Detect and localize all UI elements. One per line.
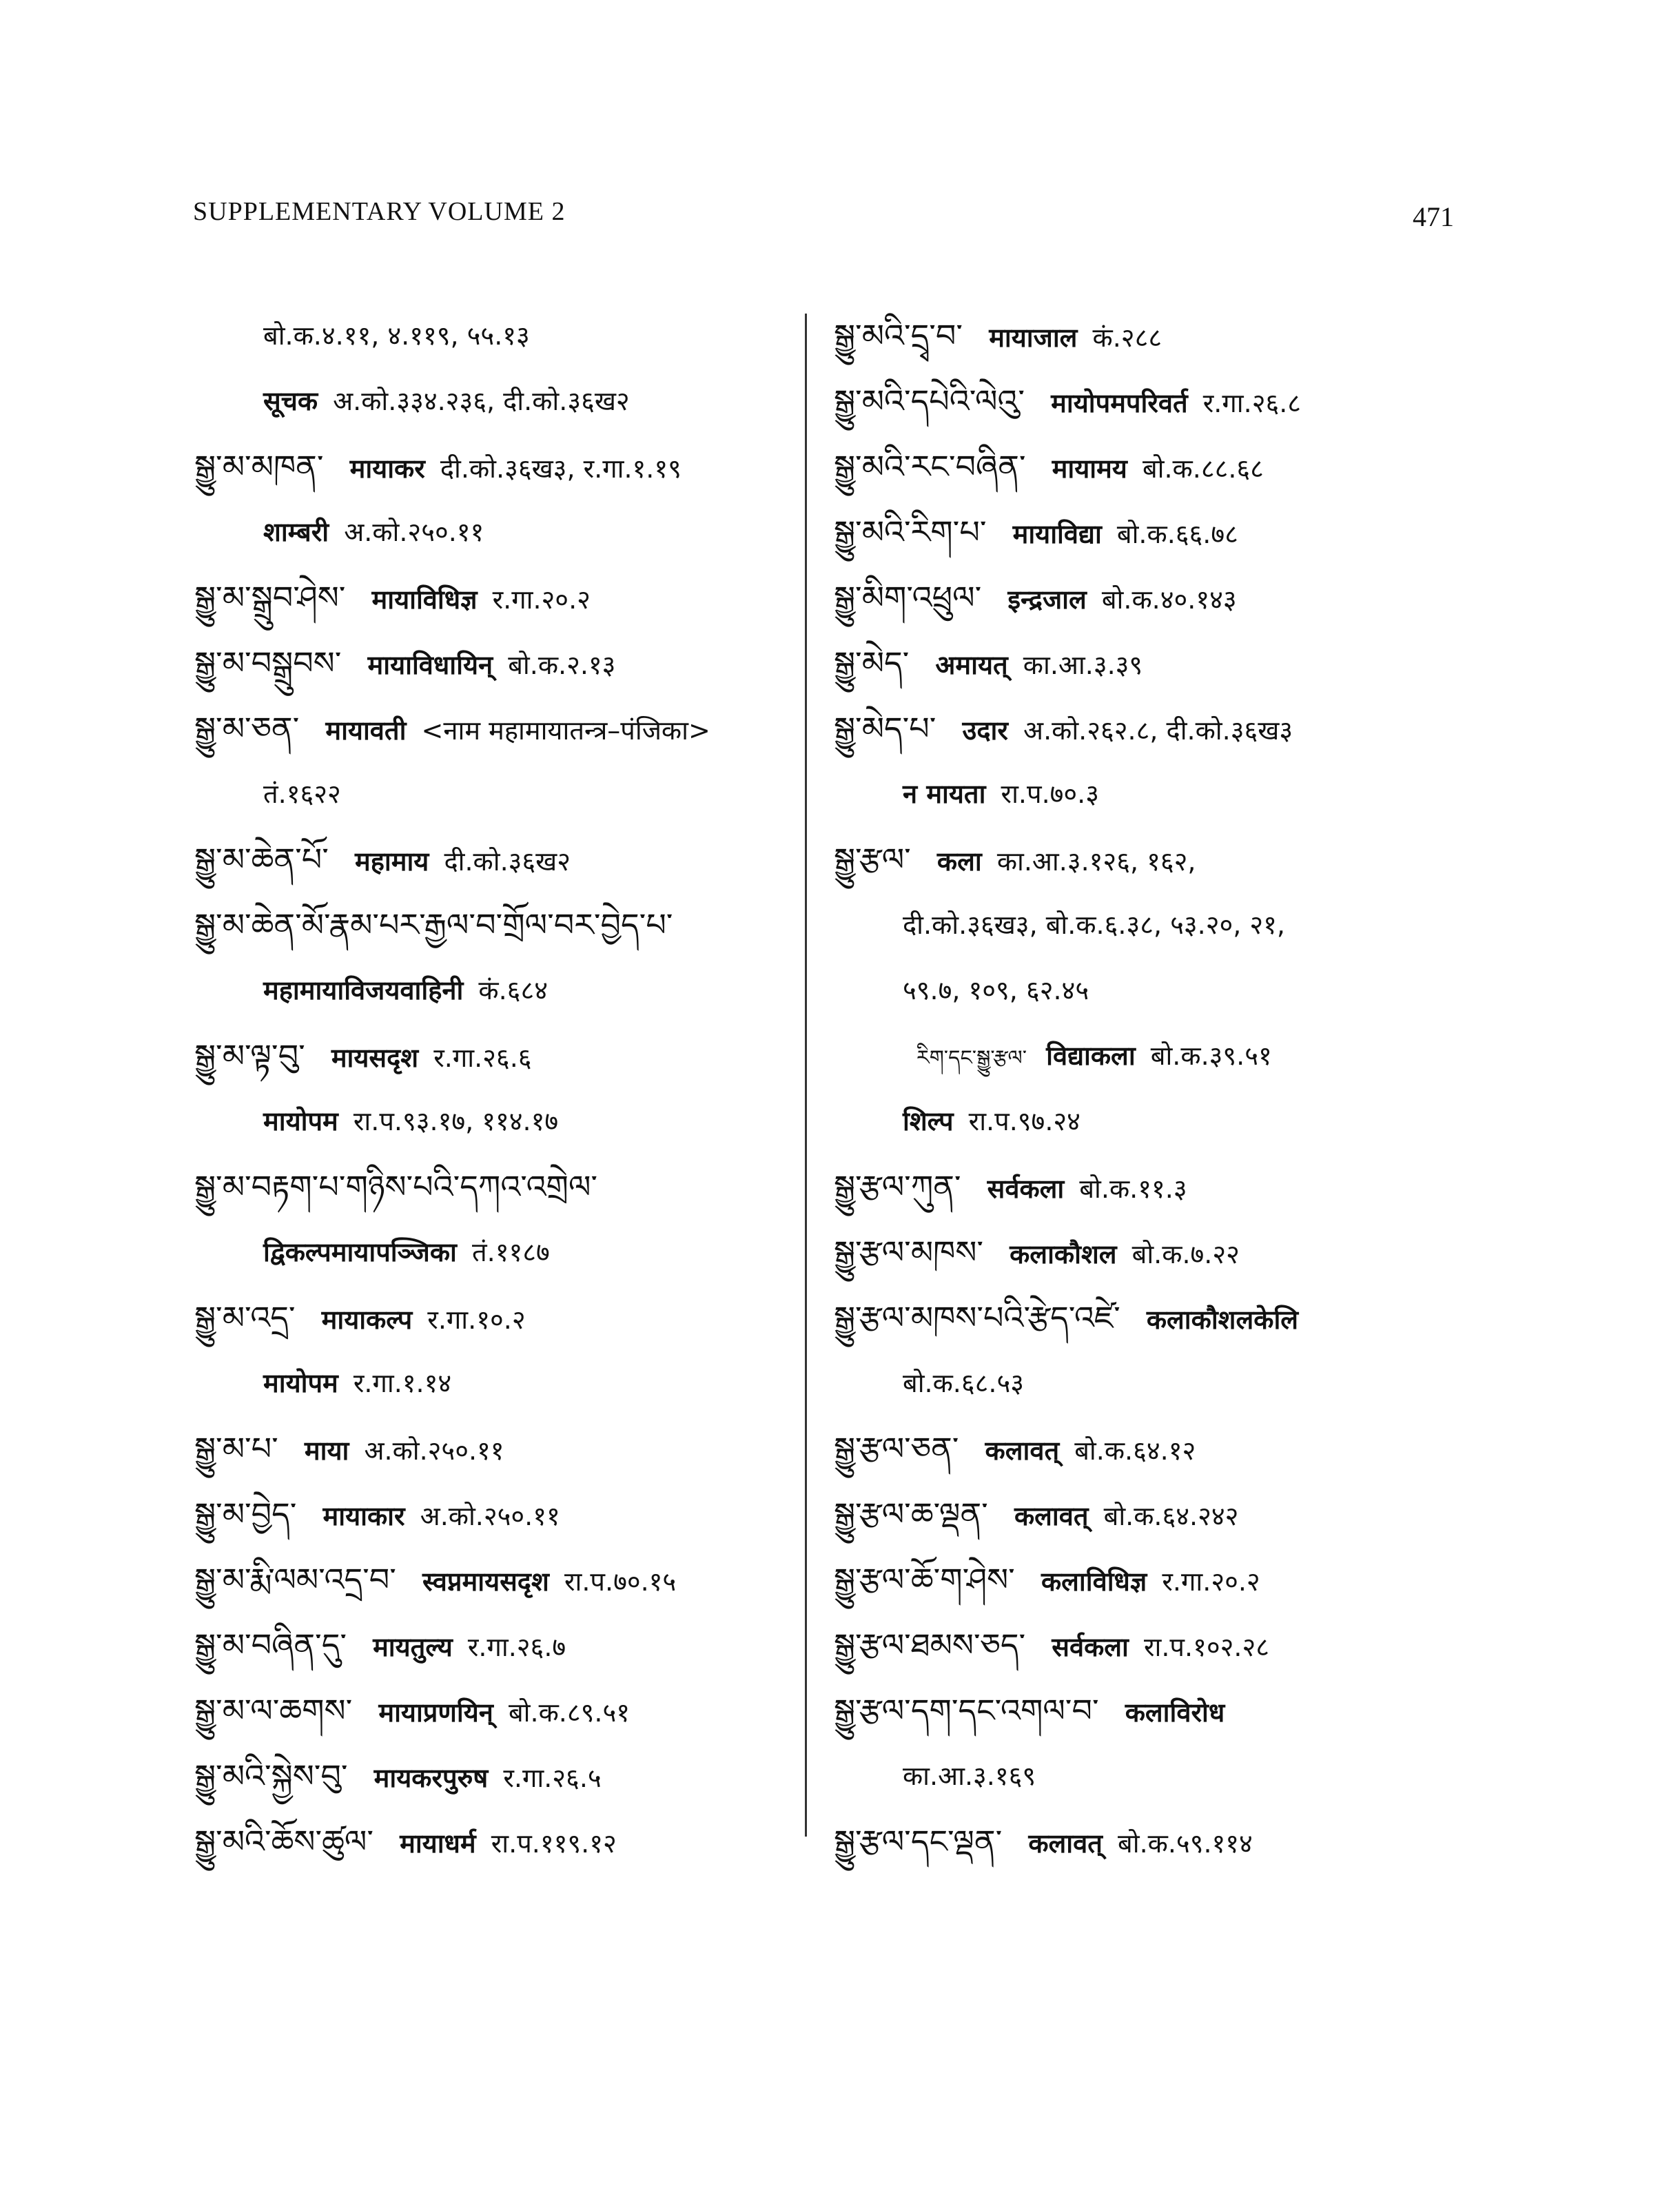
tibetan-headword: སྒྱུ་རྩལ་ — [834, 841, 911, 878]
sanskrit-equivalent: स्वप्नमायसदृश — [422, 1566, 549, 1597]
dictionary-entry — [834, 369, 1454, 434]
dictionary-entry — [194, 500, 815, 565]
dictionary-entry — [194, 1809, 815, 1874]
source-reference: बो.क.६६.७८ — [1116, 519, 1238, 549]
dictionary-entry — [194, 827, 815, 892]
dictionary-entry — [834, 892, 1454, 958]
source-reference: बो.क.४.११, ४.११९, ५५.१३ — [263, 320, 530, 351]
tibetan-headword: སྒྱུ་མའི་སྐྱེས་བུ་ — [194, 1757, 348, 1795]
sanskrit-equivalent: कलावत् — [1014, 1501, 1089, 1531]
sanskrit-equivalent: मायाकल्प — [321, 1305, 413, 1335]
source-reference: दी.को.३६ख३, बो.क.६.३८, ५३.२०, २१, — [903, 910, 1286, 940]
source-reference: बो.क.६४.१२ — [1074, 1435, 1196, 1466]
tibetan-headword: སྒྱུ་མེད་པ་ — [834, 710, 936, 747]
source-reference: अ.को.३३४.२३६, दी.को.३६ख२ — [333, 386, 630, 416]
sanskrit-equivalent: कलाकौशलकेलि — [1146, 1305, 1299, 1335]
source-reference: बो.क.५९.११४ — [1118, 1828, 1253, 1859]
sanskrit-equivalent: कलावत् — [1028, 1828, 1103, 1859]
dictionary-entry — [834, 762, 1454, 827]
source-reference: र.गा.१०.२ — [427, 1305, 526, 1335]
source-reference: बो.क.८९.५१ — [508, 1697, 630, 1728]
source-reference: कं.६८४ — [478, 975, 548, 1005]
source-reference: र.गा.२६.५ — [503, 1763, 602, 1793]
tibetan-headword: སྒྱུ་མིག་འཕྲུལ་ — [834, 579, 982, 616]
dictionary-entry — [834, 1809, 1454, 1874]
source-reference: का.आ.३.१६९ — [903, 1761, 1036, 1791]
tibetan-headword: སྒྱུ་རྩལ་ཀུན་ — [834, 1168, 961, 1205]
sanskrit-equivalent: सूचक — [263, 386, 318, 416]
sanskrit-equivalent: मायाप्रणयिन् — [378, 1697, 493, 1728]
dictionary-entry — [834, 1023, 1454, 1089]
sanskrit-equivalent: कलाविरोध — [1125, 1697, 1225, 1728]
column-divider — [805, 314, 807, 1837]
dictionary-entry — [834, 1285, 1454, 1351]
dictionary-entry — [834, 500, 1454, 565]
tibetan-headword: སྒྱུ་མའི་དཔེའི་ལེའུ་ — [834, 382, 1025, 420]
tibetan-headword: སྒྱུ་རྩལ་ཆོ་ག་ཤེས་ — [834, 1561, 1015, 1598]
source-reference: रा.प.९३.१७, ११४.१७ — [353, 1106, 559, 1136]
tibetan-headword: སྒྱུ་མེད་ — [834, 644, 910, 682]
dictionary-entry — [194, 762, 815, 827]
sanskrit-equivalent: कलाकौशल — [1010, 1239, 1117, 1269]
sanskrit-equivalent: विद्याकला — [1046, 1041, 1136, 1071]
tibetan-headword: སྒྱུ་རྩལ་ཐམས་ཅད་ — [834, 1626, 1026, 1664]
sanskrit-equivalent: इन्द्रजाल — [1007, 584, 1087, 615]
dictionary-entry — [194, 892, 815, 958]
source-reference: र.गा.२०.२ — [492, 584, 591, 615]
tibetan-headword: སྒྱུ་མའི་དྲྭ་བ་ — [834, 317, 963, 354]
source-reference: र.गा.२६.८ — [1202, 388, 1302, 418]
source-reference: रा.प.७०.१५ — [564, 1566, 677, 1597]
tibetan-headword: སྒྱུ་མ་འདྲ་ — [194, 1299, 296, 1336]
tibetan-headword: སྒྱུ་མ་ཆེན་མོ་རྣམ་པར་རྒྱལ་བ་གྲོལ་བར་བྱེད་པ་ — [194, 906, 673, 943]
sanskrit-equivalent: महामाय — [355, 846, 429, 877]
page-number: 471 — [1413, 201, 1454, 232]
sanskrit-equivalent: सर्वकला — [1052, 1632, 1129, 1662]
sanskrit-equivalent: मायाविद्या — [1012, 519, 1102, 549]
source-reference: ५९.७, १०९, ६२.४५ — [903, 975, 1089, 1005]
tibetan-headword: སྒྱུ་མ་བརྟག་པ་གཉིས་པའི་དཀའ་འགྲེལ་ — [194, 1168, 598, 1205]
tibetan-headword: སྒྱུ་མའི་ཆོས་ཚུལ་ — [194, 1823, 373, 1860]
source-reference: दी.को.३६ख२ — [444, 846, 571, 877]
sanskrit-equivalent: कलाविधिज्ञ — [1041, 1566, 1147, 1597]
sanskrit-equivalent: न मायता — [903, 779, 986, 809]
tibetan-headword: སྒྱུ་རྩལ་མཁས་པའི་རྩེད་འཛེ་ — [834, 1299, 1120, 1336]
source-reference: बो.क.६८.५३ — [903, 1368, 1025, 1398]
page-header — [193, 196, 1454, 245]
source-reference: कं.२८८ — [1092, 323, 1162, 353]
source-reference: रा.प.१०२.२८ — [1143, 1632, 1269, 1662]
source-reference: अ.को.२५०.११ — [344, 517, 484, 547]
dictionary-entry — [834, 1220, 1454, 1285]
tibetan-headword: སྒྱུ་རྩལ་ཅན་ — [834, 1430, 959, 1467]
tibetan-headword: སྒྱུ་མའི་རིག་པ་ — [834, 513, 987, 551]
sanskrit-equivalent: मायाकर — [349, 453, 425, 484]
dictionary-entry — [194, 1351, 815, 1416]
dictionary-entry — [194, 1220, 815, 1285]
source-reference: र.गा.२६.६ — [433, 1043, 532, 1073]
left-column — [194, 303, 815, 1874]
tibetan-headword: སྒྱུ་མ་པ་ — [194, 1430, 278, 1467]
sanskrit-equivalent: महामायाविजयवाहिनी — [263, 975, 464, 1005]
tibetan-headword: སྒྱུ་མ་ལྟ་བུ་ — [194, 1037, 305, 1074]
sanskrit-equivalent: कलावत् — [985, 1435, 1060, 1466]
tibetan-headword: སྒྱུ་མའི་རང་བཞིན་ — [834, 448, 1026, 485]
dictionary-entry — [834, 303, 1454, 369]
dictionary-entry — [194, 631, 815, 696]
dictionary-entry — [194, 434, 815, 500]
dictionary-entry — [194, 1744, 815, 1809]
sanskrit-equivalent: उदार — [962, 715, 1008, 746]
dictionary-entry — [834, 1416, 1454, 1482]
sanskrit-equivalent: मायामय — [1052, 453, 1127, 484]
sanskrit-equivalent: सर्वकला — [987, 1174, 1065, 1204]
tibetan-headword: སྒྱུ་མ་ཆེན་པོ་ — [194, 841, 329, 878]
sanskrit-equivalent: मायाविधायिन् — [367, 650, 493, 680]
source-reference: अ.को.२५०.११ — [364, 1435, 504, 1466]
sanskrit-equivalent: शाम्बरी — [263, 517, 329, 547]
source-reference: तं.११८७ — [471, 1237, 550, 1267]
dictionary-entry — [834, 958, 1454, 1023]
source-reference: बो.क.७.२२ — [1131, 1239, 1240, 1269]
tibetan-headword: སྒྱུ་མ་བཞིན་དུ་ — [194, 1626, 347, 1664]
source-reference: अ.को.२६२.८, दी.को.३६ख३ — [1023, 715, 1293, 746]
source-reference: बो.क.२.१३ — [508, 650, 616, 680]
dictionary-entry — [194, 565, 815, 631]
tibetan-headword: སྒྱུ་རྩལ་དང་ལྡན་ — [834, 1823, 1003, 1860]
tibetan-headword: རིག་དང་སྒྱུ་རྩལ་ — [916, 1046, 1027, 1070]
source-reference: बो.क.८८.६८ — [1142, 453, 1264, 484]
sanskrit-equivalent: मायाविधिज्ञ — [371, 584, 478, 615]
sanskrit-equivalent: मायाजाल — [989, 323, 1078, 353]
dictionary-entry — [834, 565, 1454, 631]
source-reference: बो.क.४०.१४३ — [1101, 584, 1237, 615]
source-reference: रा.प.११९.१२ — [491, 1828, 617, 1859]
source-reference: र.गा.२०.२ — [1162, 1566, 1260, 1597]
dictionary-entry — [194, 1482, 815, 1547]
source-reference: दी.को.३६ख३, र.गा.१.१९ — [440, 453, 682, 484]
source-reference: बो.क.६४.२४२ — [1103, 1501, 1239, 1531]
tibetan-headword: སྒྱུ་རྩལ་དག་དང་འགལ་བ་ — [834, 1692, 1099, 1729]
dictionary-entry — [194, 1023, 815, 1089]
source-reference: बो.क.३९.५१ — [1150, 1041, 1272, 1071]
sanskrit-equivalent: अमायत् — [935, 650, 1008, 680]
dictionary-entry — [194, 1678, 815, 1744]
dictionary-entry — [194, 369, 815, 434]
sanskrit-equivalent: मायतुल्य — [373, 1632, 453, 1662]
tibetan-headword: སྒྱུ་མ་རྨི་ལམ་འདྲ་བ་ — [194, 1561, 396, 1598]
tibetan-headword: སྒྱུ་མ་བསྒྲུབས་ — [194, 644, 342, 682]
dictionary-entry — [194, 1416, 815, 1482]
dictionary-entry — [834, 434, 1454, 500]
dictionary-entry — [834, 1154, 1454, 1220]
dictionary-entry — [194, 303, 815, 369]
tibetan-headword: སྒྱུ་རྩལ་ཆ་ལྡན་ — [834, 1495, 988, 1533]
tibetan-headword: སྒྱུ་མ་ཅན་ — [194, 710, 300, 747]
dictionary-entry — [834, 1482, 1454, 1547]
tibetan-headword: སྒྱུ་མ་སྒྲུབ་ཤེས་ — [194, 579, 346, 616]
dictionary-entry — [834, 1547, 1454, 1613]
source-reference: र.गा.२६.७ — [467, 1632, 566, 1662]
sanskrit-equivalent: मायोपमपरिवर्त — [1051, 388, 1188, 418]
sanskrit-equivalent: मायाधर्म — [400, 1828, 476, 1859]
dictionary-entry — [834, 1613, 1454, 1678]
dictionary-entry — [834, 827, 1454, 892]
sanskrit-equivalent: कला — [936, 846, 982, 877]
source-reference: बो.क.११.३ — [1079, 1174, 1187, 1204]
dictionary-entry — [834, 631, 1454, 696]
right-column — [834, 303, 1454, 1874]
sanskrit-equivalent: द्विकल्पमायापञ्जिका — [263, 1237, 457, 1267]
dictionary-entry — [194, 1285, 815, 1351]
source-reference: अ.को.२५०.११ — [420, 1501, 560, 1531]
dictionary-entry — [194, 1613, 815, 1678]
source-reference: रा.प.७०.३ — [1001, 779, 1100, 809]
dictionary-entry — [834, 1744, 1454, 1809]
sanskrit-equivalent: मायोपम — [263, 1106, 338, 1136]
sanskrit-equivalent: शिल्प — [903, 1106, 954, 1136]
source-reference: <नाम महामायातन्त्र–पंजिका> — [421, 715, 710, 746]
sanskrit-equivalent: मायोपम — [263, 1368, 338, 1398]
sanskrit-equivalent: मायाकार — [322, 1501, 405, 1531]
source-reference: तं.१६२२ — [263, 779, 341, 809]
dictionary-entry — [834, 1678, 1454, 1744]
source-reference: का.आ.३.३९ — [1023, 650, 1143, 680]
dictionary-entry — [194, 696, 815, 762]
sanskrit-equivalent: मायसदृश — [331, 1043, 419, 1073]
source-reference: रा.प.९७.२४ — [968, 1106, 1080, 1136]
source-reference: का.आ.३.१२६, १६२, — [996, 846, 1196, 877]
tibetan-headword: སྒྱུ་མ་བྱེད་ — [194, 1495, 297, 1533]
dictionary-entry — [194, 958, 815, 1023]
tibetan-headword: སྒྱུ་རྩལ་མཁས་ — [834, 1234, 984, 1271]
dictionary-entry — [194, 1154, 815, 1220]
tibetan-headword: སྒྱུ་མ་ལ་ཆགས་ — [194, 1692, 353, 1729]
source-reference: र.गा.१.१४ — [353, 1368, 452, 1398]
running-head: SUPPLEMENTARY VOLUME 2 — [193, 197, 566, 226]
dictionary-entry — [834, 696, 1454, 762]
sanskrit-equivalent: मायावती — [325, 715, 407, 746]
dictionary-entry — [834, 1351, 1454, 1416]
dictionary-entry — [834, 1089, 1454, 1154]
sanskrit-equivalent: माया — [304, 1435, 349, 1466]
tibetan-headword: སྒྱུ་མ་མཁན་ — [194, 448, 324, 485]
dictionary-entry — [194, 1089, 815, 1154]
dictionary-entry — [194, 1547, 815, 1613]
sanskrit-equivalent: मायकरपुरुष — [373, 1763, 489, 1793]
